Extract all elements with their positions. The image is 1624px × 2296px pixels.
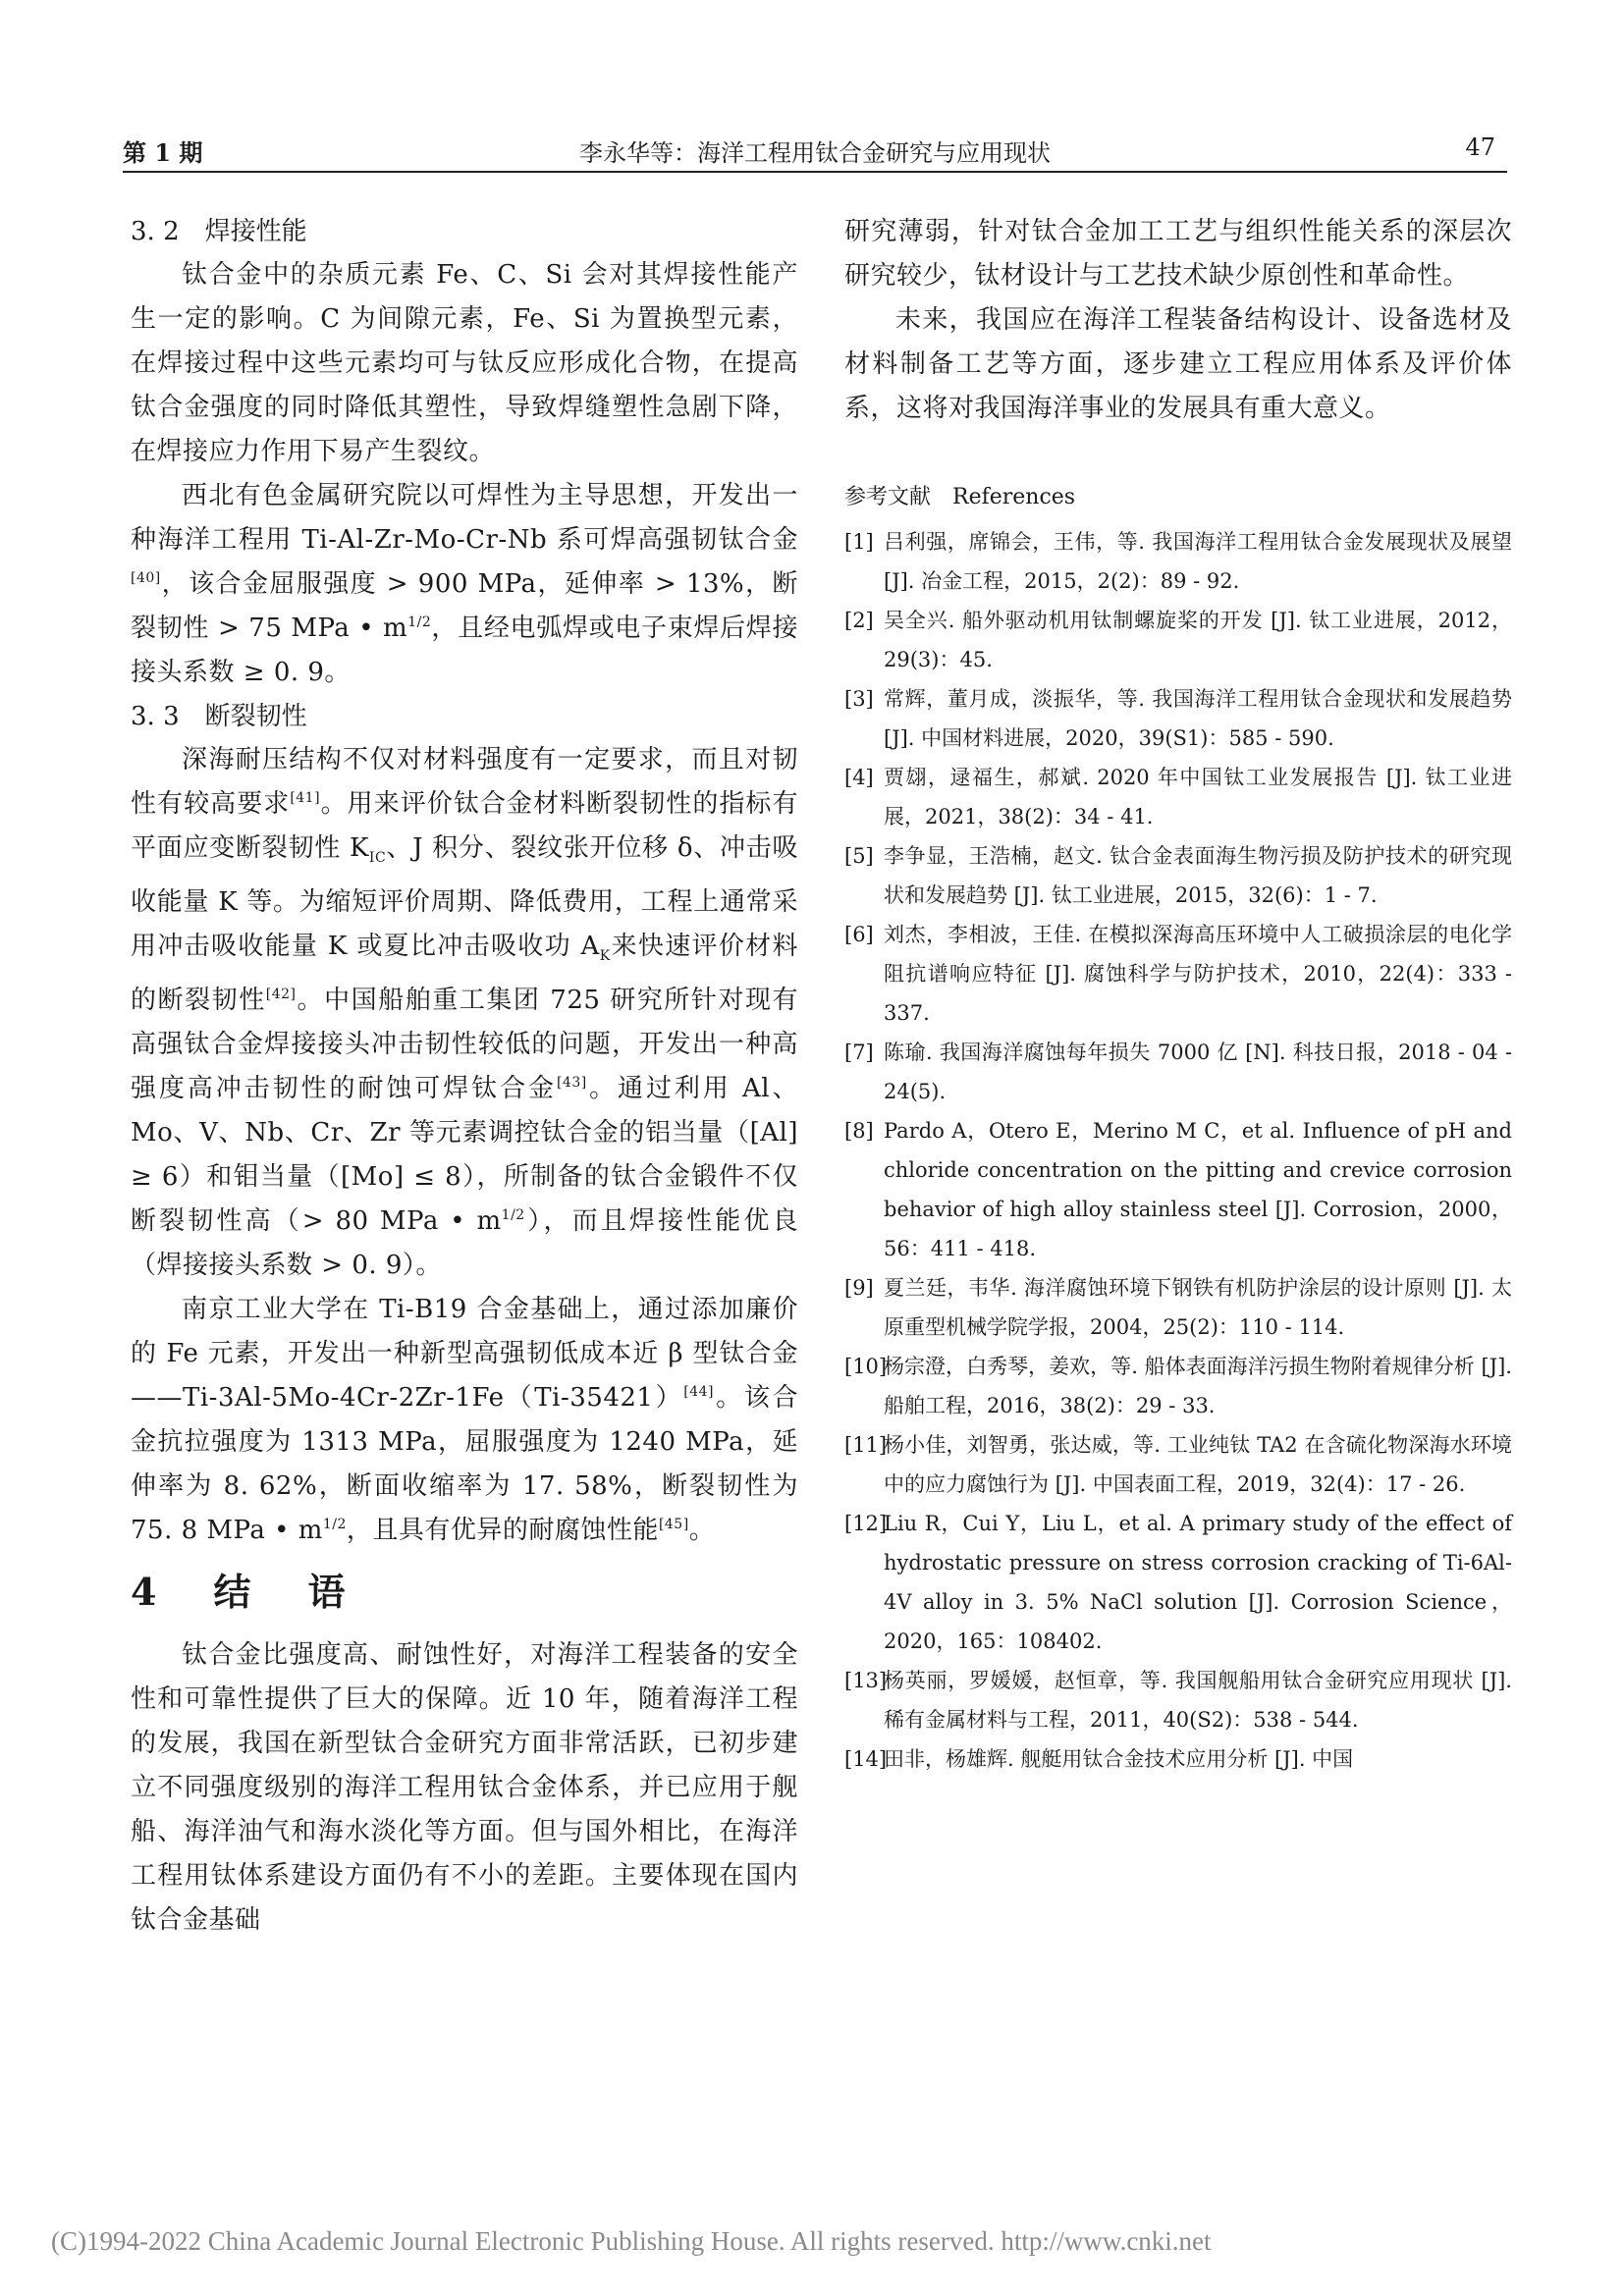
reference-text: 李争显，王浩楠，赵文. 钛合金表面海生物污损及防护技术的研究现状和发展趋势 [J]. 钛工业进展，2015，32(6)：1 - 7. bbox=[884, 844, 1512, 907]
reference-text: Pardo A，Otero E，Merino M C，et al. Influence of pH and chloride concentration on the pitting and crevice corrosion behavior of high alloy stainless steel [J]. Corrosion，2000，56：411 - 418. bbox=[884, 1119, 1512, 1260]
reference-number: [10] bbox=[844, 1355, 888, 1378]
citation: [44] bbox=[683, 1384, 715, 1401]
citation: [43] bbox=[556, 1075, 587, 1092]
paragraph: 深海耐压结构不仅对材料强度有一定要求，而且对韧性有较高要求[41]。用来评价钛合金材料断裂韧性的指标有平面应变断裂韧性 $K_{IC}$、J 积分、裂纹张开位移 δ、冲击吸收能量 K 等。为缩短评价周期、降低费用，工程上通常采用冲击吸收能量 K 或夏比冲击吸收功 $A_K$来快速评价材料的断裂韧性[42]。中国船舶重工集团 725 研究所针对现有高强钛合金焊接接头冲击韧性较低的问题，开发出一种高强度高冲击韧性的耐蚀可焊钛合金[43]。通过利用 Al、Mo、V、Nb、Cr、Zr 等元素调控钛合金的铝当量（[Al] ≥ 6）和钼当量（[Mo] ≤ 8），所制备的钛合金锻件不仅断裂韧性高（> 80 MPa • $m^{1/2}$），而且焊接性能优良（焊接接头系数 > 0. 9）。 bbox=[131, 745, 798, 1281]
page-number: 47 bbox=[1465, 133, 1495, 161]
running-header bbox=[123, 130, 1507, 173]
right-column bbox=[844, 210, 1512, 1779]
reference-number: [1] bbox=[844, 530, 874, 554]
reference-item bbox=[844, 601, 1512, 679]
reference-number: [5] bbox=[844, 844, 874, 868]
reference-text: 陈瑜. 我国海洋腐蚀每年损失 7000 亿 [N]. 科技日报，2018 - 04 - 24(5). bbox=[884, 1041, 1512, 1103]
reference-item bbox=[844, 679, 1512, 758]
reference-item bbox=[844, 1425, 1512, 1504]
section-heading-3-2: 3. 2 焊接性能 bbox=[131, 217, 307, 246]
chapter-heading-4: 4 结 语 bbox=[131, 1570, 355, 1615]
reference-number: [7] bbox=[844, 1041, 874, 1064]
reference-number: [2] bbox=[844, 609, 874, 632]
reference-number: [8] bbox=[844, 1119, 874, 1143]
reference-number: [6] bbox=[844, 923, 874, 946]
reference-text: 田非，杨雄辉. 舰艇用钛合金技术应用分析 [J]. 中国 bbox=[884, 1747, 1354, 1771]
left-column bbox=[131, 210, 798, 1943]
reference-item bbox=[844, 1111, 1512, 1268]
reference-number: [9] bbox=[844, 1276, 874, 1300]
reference-text: 吕利强，席锦会，王伟，等. 我国海洋工程用钛合金发展现状及展望 [J]. 冶金工程，2015，2(2)：89 - 92. bbox=[884, 530, 1512, 593]
citation: [42] bbox=[265, 987, 297, 1003]
paragraph: 研究薄弱，针对钛合金加工工艺与组织性能关系的深层次研究较少，钛材设计与工艺技术缺少原创性和革命性。 bbox=[844, 217, 1512, 291]
paragraph: 钛合金中的杂质元素 Fe、C、Si 会对其焊接性能产生一定的影响。C 为间隙元素，Fe、Si 为置换型元素，在焊接过程中这些元素均可与钛反应形成化合物，在提高钛合金强度的同时降低其塑性，导致焊缝塑性急剧下降，在焊接应力作用下易产生裂纹。 bbox=[131, 260, 798, 466]
reference-text: 吴全兴. 船外驱动机用钛制螺旋桨的开发 [J]. 钛工业进展，2012，29(3)：45. bbox=[884, 609, 1512, 671]
reference-text: 杨英丽，罗媛媛，赵恒章，等. 我国舰船用钛合金研究应用现状 [J]. 稀有金属材料与工程，2011，40(S2)：538 - 544. bbox=[884, 1669, 1512, 1732]
reference-item bbox=[844, 1739, 1512, 1779]
reference-item bbox=[844, 522, 1512, 601]
reference-text: 贾翃，逯福生，郝斌. 2020 年中国钛工业发展报告 [J]. 钛工业进展，2021，38(2)：34 - 41. bbox=[884, 766, 1512, 828]
reference-number: [11] bbox=[844, 1433, 888, 1457]
citation: [41] bbox=[290, 790, 321, 806]
copyright-footer: (C)1994-2022 China Academic Journal Electronic Publishing House. All rights reserved. http://www.cnki.net bbox=[51, 2226, 1212, 2256]
reference-number: [12] bbox=[844, 1512, 888, 1535]
running-title: 李永华等：海洋工程用钛合金研究与应用现状 bbox=[579, 139, 1051, 167]
reference-text: 夏兰廷，韦华. 海洋腐蚀环境下钢铁有机防护涂层的设计原则 [J]. 太原重型机械学院学报，2004，25(2)：110 - 114. bbox=[884, 1276, 1512, 1339]
reference-text: Liu R，Cui Y，Liu L，et al. A primary study of the effect of hydrostatic pressure on stress corrosion cracking of Ti-6Al-4V alloy in 3. 5% NaCl solution [J]. Corrosion Science，2020，165：108402. bbox=[884, 1512, 1512, 1653]
reference-item bbox=[844, 915, 1512, 1033]
paragraph: 未来，我国应在海洋工程装备结构设计、设备选材及材料制备工艺等方面，逐步建立工程应用体系及评价体系，这将对我国海洋事业的发展具有重大意义。 bbox=[844, 305, 1512, 423]
reference-text: 杨宗澄，白秀琴，姜欢，等. 船体表面海洋污损生物附着规律分析 [J]. 船舶工程，2016，38(2)：29 - 33. bbox=[884, 1355, 1512, 1417]
reference-item bbox=[844, 1504, 1512, 1661]
reference-item bbox=[844, 758, 1512, 836]
citation: [40] bbox=[131, 570, 161, 586]
section-heading-3-3: 3. 3 断裂韧性 bbox=[131, 702, 307, 731]
reference-text: 杨小佳，刘智勇，张达威，等. 工业纯钛 TA2 在含硫化物深海水环境中的应力腐蚀行为 [J]. 中国表面工程，2019，32(4)：17 - 26. bbox=[884, 1433, 1512, 1496]
reference-number: [13] bbox=[844, 1669, 888, 1692]
reference-number: [3] bbox=[844, 687, 874, 711]
issue-number: 第 1 期 bbox=[123, 138, 203, 167]
reference-item bbox=[844, 836, 1512, 915]
reference-text: 刘杰，李相波，王佳. 在模拟深海高压环境中人工破损涂层的电化学阻抗谱响应特征 [J]. 腐蚀科学与防护技术，2010，22(4)：333 - 337. bbox=[884, 923, 1512, 1025]
reference-item bbox=[844, 1347, 1512, 1425]
reference-number: [4] bbox=[844, 766, 874, 789]
reference-text: 常辉，董月成，淡振华，等. 我国海洋工程用钛合金现状和发展趋势 [J]. 中国材料进展，2020，39(S1)：585 - 590. bbox=[884, 687, 1512, 750]
paragraph: 南京工业大学在 Ti-B19 合金基础上，通过添加廉价的 Fe 元素，开发出一种新型高强韧低成本近 β 型钛合金——Ti-3Al-5Mo-4Cr-2Zr-1Fe（Ti-35421）[44]。该合金抗拉强度为 1313 MPa，屈服强度为 1240 MPa，延伸率为 8. 62%，断面收缩率为 17. 58%，断裂韧性为 75. 8 MPa • $m^{1/2}$，且具有优异的耐腐蚀性能[45]。 bbox=[131, 1295, 798, 1546]
reference-list bbox=[844, 522, 1512, 1779]
reference-number: [14] bbox=[844, 1747, 888, 1771]
reference-item bbox=[844, 1033, 1512, 1111]
citation: [45] bbox=[658, 1517, 689, 1533]
reference-item bbox=[844, 1268, 1512, 1347]
reference-item bbox=[844, 1661, 1512, 1739]
references-heading: 参考文献 References bbox=[844, 485, 1076, 509]
paragraph: 西北有色金属研究院以可焊性为主导思想，开发出一种海洋工程用 Ti-Al-Zr-Mo-Cr-Nb 系可焊高强韧钛合金[40]，该合金屈服强度 > 900 MPa，延伸率 > 13%，断裂韧性 > 75 MPa • $m^{1/2}$，且经电弧焊或电子束焊后焊接接头系数 ≥ 0. 9。 bbox=[131, 481, 798, 687]
paragraph: 钛合金比强度高、耐蚀性好，对海洋工程装备的安全性和可靠性提供了巨大的保障。近 10 年，随着海洋工程的发展，我国在新型钛合金研究方面非常活跃，已初步建立不同强度级别的海洋工程用钛合金体系，并已应用于舰船、海洋油气和海水淡化等方面。但与国外相比，在海洋工程用钛体系建设方面仍有不小的差距。主要体现在国内钛合金基础 bbox=[131, 1640, 798, 1936]
